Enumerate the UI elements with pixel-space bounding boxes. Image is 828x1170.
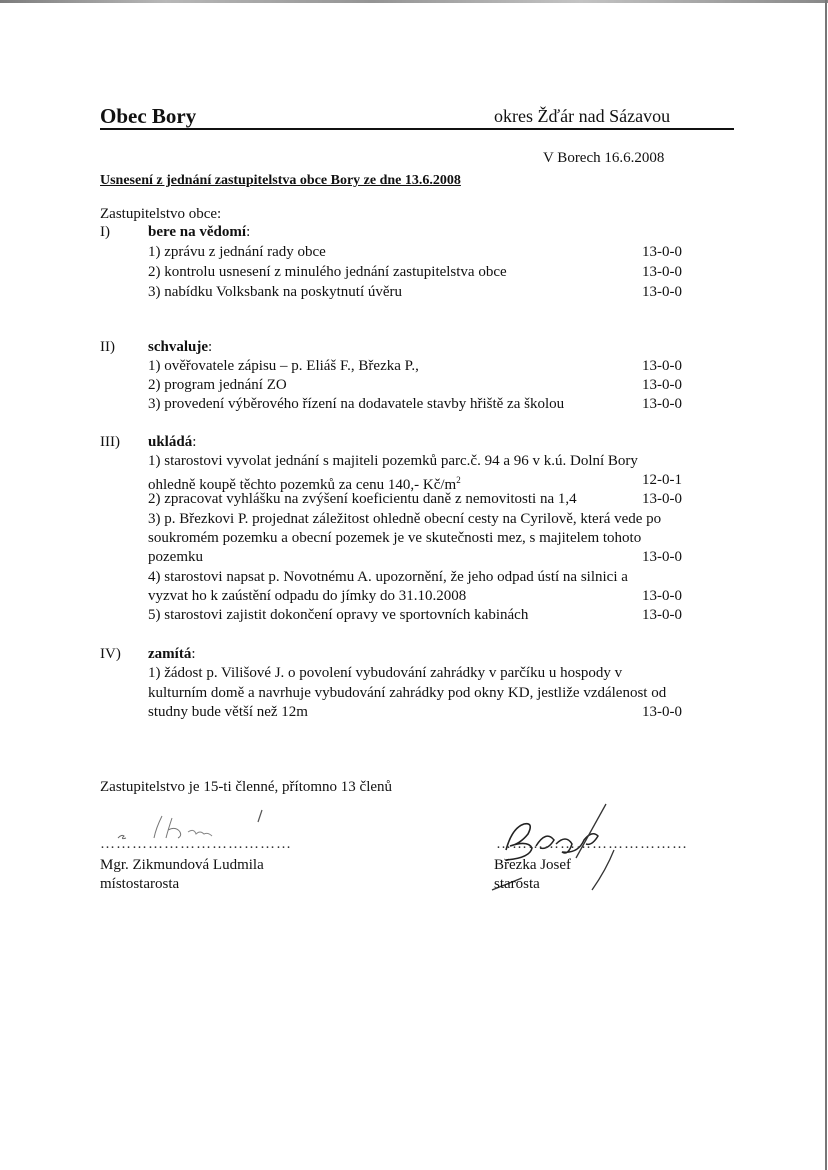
vote-result: 13-0-0 — [642, 588, 682, 604]
vote-result: 12-0-1 — [642, 472, 682, 488]
vote-result: 13-0-0 — [642, 244, 682, 260]
resolution-text: 2) zpracovat vyhlášku na zvýšení koeficientu daně z nemovitosti na 1,4 — [148, 491, 577, 507]
resolution-text: 1) ověřovatele zápisu – p. Eliáš F., Březka P., — [148, 358, 419, 374]
resolution-text: 3) p. Březkovi P. projednat záležitost ohledně obecní cesty na Cyrilově, která vede po — [148, 511, 662, 527]
vote-result: 13-0-0 — [642, 607, 682, 623]
signatory-name: Mgr. Zikmundová Ludmila — [100, 857, 264, 873]
signature-line: ……………………………… — [100, 836, 292, 852]
vote-result: 13-0-0 — [642, 284, 682, 300]
resolution-text: kulturním domě a navrhuje vybudování zahrádky pod okny KD, jestliže vzdálenost od — [148, 685, 667, 701]
resolution-text: 3) nabídku Volksbank na poskytnutí úvěru — [148, 284, 403, 300]
signatory-role: místostarosta — [100, 876, 180, 892]
resolution-text: pozemku — [148, 549, 203, 565]
vote-result: 13-0-0 — [642, 358, 682, 374]
header-rule — [100, 128, 734, 130]
attendance-note: Zastupitelstvo je 15-ti členné, přítomno 13 členů — [100, 779, 393, 795]
resolution-text: 4) starostovi napsat p. Novotnému A. upozornění, že jeho odpad ústí na silnici a — [148, 569, 628, 585]
district-name: okres Žďár nad Sázavou — [494, 106, 671, 126]
intro-text: Zastupitelstvo obce: — [100, 206, 222, 222]
vote-result: 13-0-0 — [642, 396, 682, 412]
resolution-text: 2) program jednání ZO — [148, 377, 287, 393]
resolution-text: 3) provedení výběrového řízení na dodavatele stavby hřiště za školou — [148, 396, 565, 412]
section-heading: schvaluje: — [148, 339, 213, 355]
section-numeral: II) — [100, 339, 115, 355]
document-title: Usnesení z jednání zastupitelstva obce Bory ze dne 13.6.2008 — [100, 173, 461, 188]
vote-result: 13-0-0 — [642, 491, 682, 507]
signatory-name: Březka Josef — [494, 857, 572, 873]
resolution-text: 2) kontrolu usnesení z minulého jednání zastupitelstva obce — [148, 264, 507, 280]
signatory-role: starosta — [494, 876, 540, 892]
resolution-text: 1) žádost p. Vilišové J. o povolení vybudování zahrádky v parčíku u hospody v — [148, 665, 623, 681]
signature-line: ……………………………… — [496, 836, 688, 852]
section-numeral: III) — [100, 434, 120, 450]
vote-result: 13-0-0 — [642, 549, 682, 565]
scan-edge-right — [825, 0, 827, 1170]
resolution-text: vyzvat ho k zaústění odpadu do jímky do 31.10.2008 — [148, 588, 467, 604]
municipality-name: Obec Bory — [100, 104, 197, 128]
place-date: V Borech 16.6.2008 — [543, 150, 665, 166]
vote-result: 13-0-0 — [642, 377, 682, 393]
resolution-text: soukromém pozemku a obecní pozemek je ve skutečnosti mez, s majitelem tohoto — [148, 530, 642, 546]
section-heading: ukládá: — [148, 434, 197, 450]
resolution-text: 1) zprávu z jednání rady obce — [148, 244, 326, 260]
resolution-text: 5) starostovi zajistit dokončení opravy ve sportovních kabinách — [148, 607, 529, 623]
vote-result: 13-0-0 — [642, 264, 682, 280]
scan-edge-top — [0, 0, 828, 3]
resolution-text: studny bude větší než 12m — [148, 704, 308, 720]
vote-result: 13-0-0 — [642, 704, 682, 720]
superscript: 2 — [456, 475, 461, 485]
section-numeral: IV) — [100, 646, 121, 662]
section-heading: zamítá: — [148, 646, 196, 662]
section-numeral: I) — [100, 224, 110, 240]
resolution-text: ohledně koupě těchto pozemků za cenu 140,- $Kč/m^2$ — [148, 475, 461, 493]
section-heading: bere na vědomí: — [148, 224, 251, 240]
resolution-text: 1) starostovi vyvolat jednání s majiteli pozemků parc.č. 94 a 96 v k.ú. Dolní Bory — [148, 453, 638, 469]
